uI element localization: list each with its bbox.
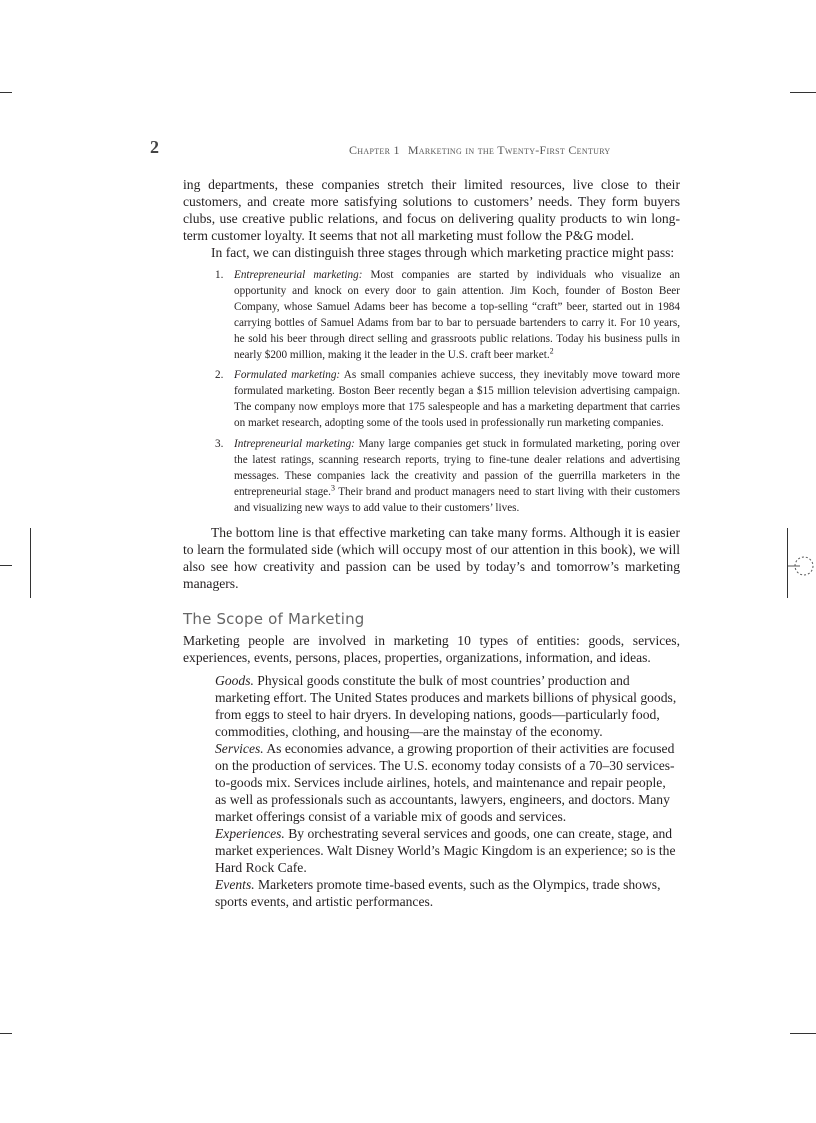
- list-text: Most companies are started by individuals who visualize an opportunity and knock on every door to gain attention. Jim Koch, founder of Boston Beer Company, whose Samuel Adams beer has become a top-selling “craft” beer, started out in 1984 carrying bottles of Samuel Adams from bar to bar to persuade bartenders to carry it. For 10 years, he sold his beer through direct selling and grassroots public relations. Today his business pulls in nearly $200 million, making it the leader in the U.S. craft beer market.: [234, 269, 681, 361]
- list-term: Intrepreneurial marketing:: [234, 438, 355, 451]
- list-text: Many large companies get stuck in formulated marketing, poring over the latest ratings, scanning research reports, trying to fine-tune dealer relations and advertising messages. These companies lack the creativity and passion of the guerrilla marketers in the entrepreneurial stage.: [234, 438, 681, 498]
- entity-item: [215, 876, 680, 910]
- entity-text: Marketers promote time-based events, such as the Olympics, trade shows, sports events, and artistic performances.: [215, 876, 661, 909]
- list-number: 2.: [215, 369, 224, 382]
- crop-mark: [0, 565, 12, 566]
- list-item: [183, 268, 680, 363]
- list-term: Entrepreneurial marketing:: [234, 269, 363, 281]
- entity-term: Services.: [215, 740, 264, 756]
- paragraph: The bottom line is that effective marketing can take many forms. Although it is easier to learn the formulated side (which will occupy most of our attention in this book), we will also see how creativity and passion can be used by today’s and tomorrow’s marketing managers.: [183, 524, 680, 591]
- paragraph: ing departments, these companies stretch their limited resources, live close to their customers, and create more satisfying solutions to customers’ needs. They form buyers clubs, use creative public relations, and focus on delivering quality products to win long-term customer loyalty. It seems that not all marketing must follow the P&G model.: [183, 177, 680, 243]
- body-text: [183, 176, 680, 910]
- entity-text: By orchestrating several services and goods, one can create, stage, and market experiences. Walt Disney World’s Magic Kingdom is an experience; so is the Hard Rock Cafe.: [215, 825, 676, 875]
- crop-mark: [0, 1033, 12, 1034]
- entity-term: Events.: [215, 876, 255, 892]
- chapter-label: Chapter 1: [349, 143, 400, 157]
- list-text: Their brand and product managers need to start living with their customers and visualizing new ways to add value to their customers’ lives.: [234, 485, 680, 514]
- stages-list: [183, 268, 680, 517]
- paragraph: In fact, we can distinguish three stages through which marketing practice might pass:: [211, 245, 675, 260]
- entity-item: [215, 672, 680, 740]
- list-text: As small companies achieve success, they inevitably move toward more formulated marketing. Boston Beer recently began a $15 million television advertising campaign. The company now employs more that 175 salespeople and has a marketing department that carries on market research, adopting some of the tools used in professionally run marketing companies.: [234, 369, 680, 430]
- entity-text: Physical goods constitute the bulk of most countries’ production and marketing effort. The United States produces and markets billions of physical goods, from eggs to steel to hair dryers. In developing nations, goods—particularly food, commodities, clothing, and housing—are the mainstay of the economy.: [215, 672, 677, 739]
- page-number: 2: [150, 137, 159, 157]
- entity-item: [215, 740, 680, 825]
- section-heading: The Scope of Marketing: [183, 609, 365, 628]
- registration-mark-icon: [788, 553, 816, 579]
- entity-list: [183, 672, 680, 910]
- chapter-title: Marketing in the Twenty-First Century: [407, 143, 611, 157]
- list-item: [183, 368, 680, 432]
- crop-mark: [30, 528, 31, 598]
- footnote-ref: 3: [330, 483, 335, 493]
- entity-term: Experiences.: [215, 825, 285, 841]
- running-head: [349, 143, 610, 158]
- list-item: [183, 437, 680, 517]
- entity-term: Goods.: [215, 672, 254, 688]
- list-number: 3.: [215, 438, 224, 451]
- list-term: Formulated marketing:: [234, 369, 341, 382]
- crop-mark: [790, 1033, 816, 1034]
- entity-item: [215, 825, 680, 876]
- paragraph: Marketing people are involved in marketing 10 types of entities: goods, services, experiences, events, persons, places, properties, organizations, information, and ideas.: [183, 632, 680, 665]
- footnote-ref: 2: [549, 345, 554, 355]
- entity-text: As economies advance, a growing proportion of their activities are focused on the production of services. The U.S. economy today consists of a 70–30 services-to-goods mix. Services include airlines, hotels, and maintenance and repair people, as well as professionals such as accountants, lawyers, engineers, and doctors. Many market offerings consist of a variable mix of goods and services.: [215, 740, 675, 824]
- crop-mark: [0, 92, 12, 93]
- crop-mark: [790, 92, 816, 93]
- list-number: 1.: [215, 269, 224, 281]
